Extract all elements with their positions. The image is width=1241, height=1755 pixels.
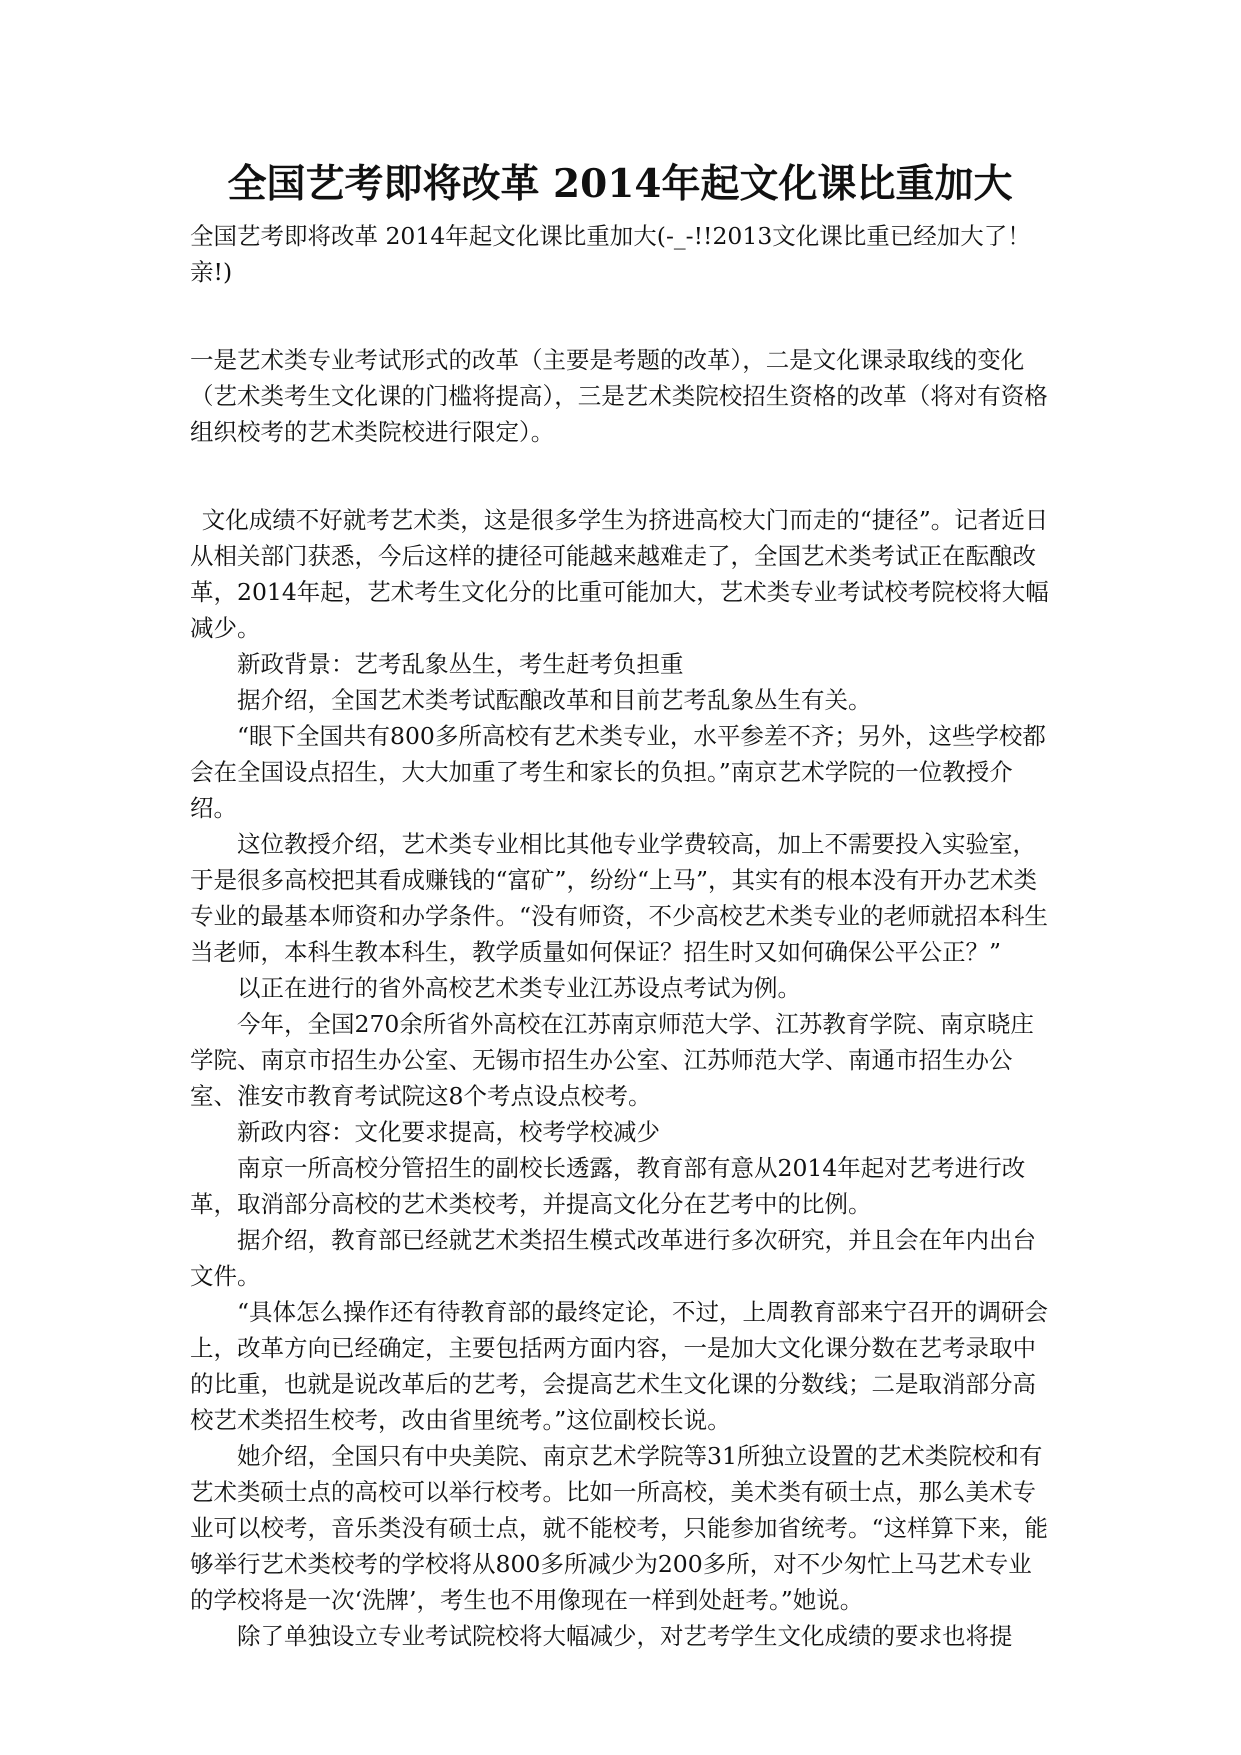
paragraph: 除了单独设立专业考试院校将大幅减少，对艺考学生文化成绩的要求也将提: [237, 1622, 1013, 1650]
document-subtitle: 全国艺考即将改革 2014年起文化课比重加大(-_-!!2013文化课比重已经加大了！亲!): [190, 222, 1031, 286]
document-title: 全国艺考即将改革 2014年起文化课比重加大: [227, 161, 1013, 207]
section-heading-content: 新政内容：文化要求提高，校考学校减少: [237, 1118, 660, 1146]
paragraph: 南京一所高校分管招生的副校长透露，教育部有意从2014年起对艺考进行改革，取消部分高校的艺术类校考，并提高文化分在艺考中的比例。: [190, 1154, 1026, 1218]
paragraph: 这位教授介绍，艺术类专业相比其他专业学费较高，加上不需要投入实验室，于是很多高校把其看成赚钱的“富矿”，纷纷“上马”，其实有的根本没有开办艺术类专业的最基本师资和办学条件。“没有师资，不少高校艺术类专业的老师就招本科生当老师，本科生教本科生，教学质量如何保证？招生时又如何确保公平公正？”: [190, 830, 1049, 966]
paragraph: 今年，全国270余所省外高校在江苏南京师范大学、江苏教育学院、南京晓庄学院、南京市招生办公室、无锡市招生办公室、江苏师范大学、南通市招生办公室、淮安市教育考试院这8个考点设点校考。: [190, 1010, 1034, 1110]
paragraph: 据介绍，全国艺术类考试酝酿改革和目前艺考乱象丛生有关。: [237, 686, 872, 714]
paragraph: “眼下全国共有800多所高校有艺术类专业，水平参差不齐；另外，这些学校都会在全国设点招生，大大加重了考生和家长的负担。”南京艺术学院的一位教授介绍。: [190, 722, 1046, 822]
paragraph: 据介绍，教育部已经就艺术类招生模式改革进行多次研究，并且会在年内出台文件。: [190, 1226, 1036, 1290]
paragraph-reform-points: 一是艺术类专业考试形式的改革（主要是考题的改革），二是文化课录取线的变化（艺术类考生文化课的门槛将提高），三是艺术类院校招生资格的改革（将对有资格组织校考的艺术类院校进行限定）。: [190, 346, 1048, 446]
section-heading-background: 新政背景：艺考乱象丛生，考生赶考负担重: [237, 650, 684, 678]
paragraph-intro: 文化成绩不好就考艺术类，这是很多学生为挤进高校大门而走的“捷径”。记者近日从相关部门获悉，今后这样的捷径可能越来越难走了，全国艺术类考试正在酝酿改革，2014年起，艺术考生文化分的比重可能加大，艺术类专业考试校考院校将大幅减少。: [190, 506, 1049, 642]
paragraph: 她介绍，全国只有中央美院、南京艺术学院等31所独立设置的艺术类院校和有艺术类硕士点的高校可以举行校考。比如一所高校，美术类有硕士点，那么美术专业可以校考，音乐类没有硕士点，就不能校考，只能参加省统考。“这样算下来，能够举行艺术类校考的学校将从800多所减少为200多所，对不少匆忙上马艺术专业的学校将是一次‘洗牌’，考生也不用像现在一样到处赶考。”她说。: [190, 1442, 1049, 1614]
paragraph: “具体怎么操作还有待教育部的最终定论，不过，上周教育部来宁召开的调研会上，改革方向已经确定，主要包括两方面内容，一是加大文化课分数在艺考录取中的比重，也就是说改革后的艺考，会提高艺术生文化课的分数线；二是取消部分高校艺术类招生校考，改由省里统考。”这位副校长说。: [190, 1298, 1049, 1434]
paragraph: 以正在进行的省外高校艺术类专业江苏设点考试为例。: [237, 974, 801, 1002]
document-body: [190, 218, 1055, 1654]
